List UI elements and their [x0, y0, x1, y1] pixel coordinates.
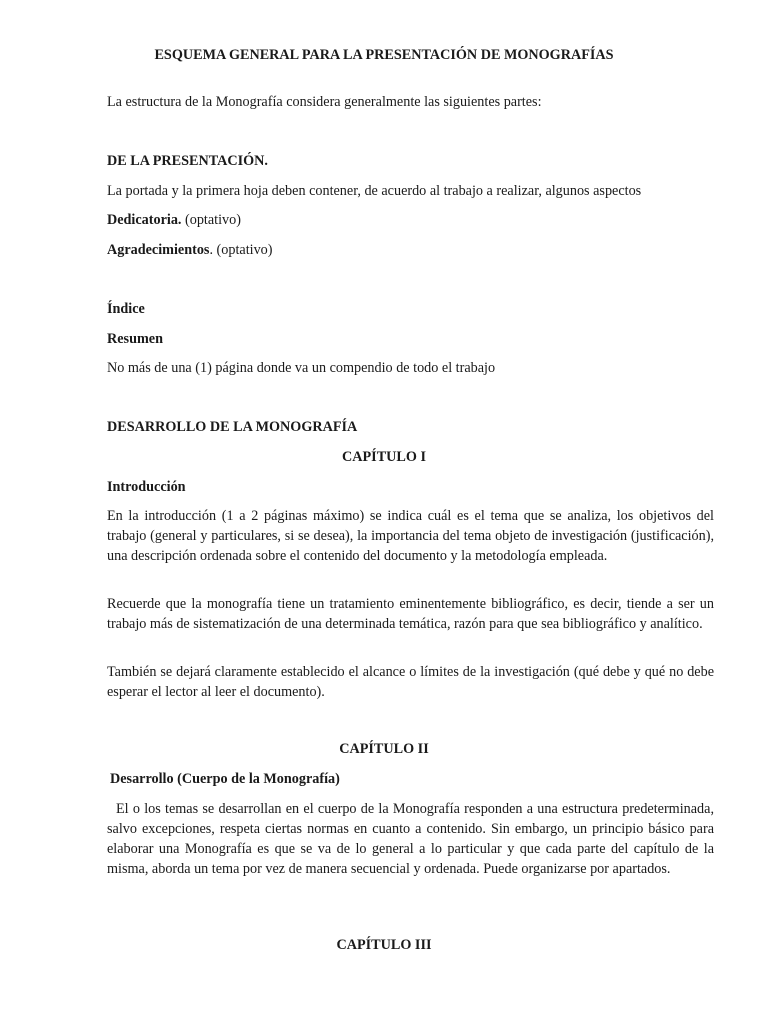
- intro-text: La estructura de la Monografía considera generalmente las siguientes partes:: [107, 94, 542, 110]
- introduccion-paragraph-2: Recuerde que la monografía tiene un tratamiento eminentemente bibliográfico, es decir, tiende a ser un trabajo más de sistematización de una determinada temática, razón para que sea bibliográfico y analítico.: [107, 596, 714, 632]
- desarrollo-heading: DESARROLLO DE LA MONOGRAFÍA: [107, 419, 358, 435]
- indice-heading: Índice: [107, 301, 145, 317]
- introduccion-heading: Introducción: [107, 479, 186, 495]
- agradecimientos-note: . (optativo): [209, 242, 273, 258]
- chapter-3-title: CAPÍTULO III: [336, 937, 432, 953]
- desarrollo-paragraph: El o los temas se desarrollan en el cuerpo de la Monografía responden a una estructura predeterminada, salvo excepciones, respeta ciertas normas en cuanto a contenido. Sin embargo, un principio básico para elaborar una Monografía es que se va de lo general a lo particular y que cada parte del capítulo de la misma, aborda un tema por vez de manera secuencial y ordenada. Puede organizarse por apartados.: [107, 801, 714, 877]
- introduccion-paragraph-3: También se dejará claramente establecido el alcance o límites de la investigación (qué debe y qué no debe esperar el lector al leer el documento).: [107, 664, 714, 700]
- document-title: ESQUEMA GENERAL PARA LA PRESENTACIÓN DE MONOGRAFÍAS: [154, 47, 614, 63]
- dedicatoria-line: [107, 212, 241, 229]
- dedicatoria-label: Dedicatoria.: [107, 212, 182, 228]
- agradecimientos-line: [107, 242, 273, 259]
- resumen-heading: Resumen: [107, 331, 163, 347]
- dedicatoria-note: (optativo): [181, 212, 241, 228]
- chapter-1-title: CAPÍTULO I: [342, 449, 426, 465]
- presentacion-heading: DE LA PRESENTACIÓN.: [107, 153, 268, 169]
- introduccion-paragraph-1: En la introducción (1 a 2 páginas máximo) se indica cuál es el tema que se analiza, los objetivos del trabajo (general y particulares, si se desea), la importancia del tema objeto de investigación (justificación), una descripción ordenada sobre el contenido del documento y la metodología empleada.: [107, 508, 714, 564]
- resumen-text: No más de una (1) página donde va un compendio de todo el trabajo: [107, 360, 496, 376]
- chapter-2-title: CAPÍTULO II: [339, 741, 429, 757]
- presentacion-text: La portada y la primera hoja deben contener, de acuerdo al trabajo a realizar, algunos aspectos: [107, 183, 642, 199]
- agradecimientos-label: Agradecimientos: [107, 242, 210, 258]
- desarrollo-subheading: Desarrollo (Cuerpo de la Monografía): [110, 771, 340, 787]
